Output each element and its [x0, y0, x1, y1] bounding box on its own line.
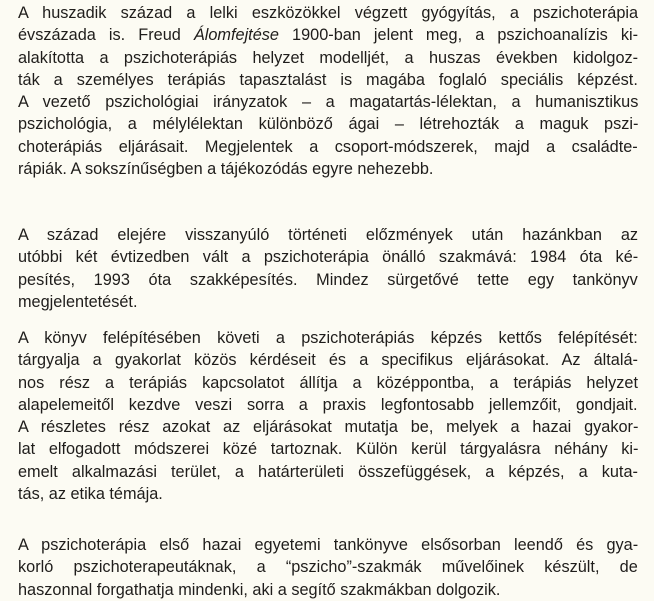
text-segment: A könyv felépítésében követi a pszichoterápiás képzés kettős felépítését:	[18, 329, 638, 347]
text-line	[18, 246, 638, 268]
text-segment: A vezető pszichológiai irányzatok – a magatartás-lélektan, a humanisztikus	[18, 93, 639, 112]
text-line	[18, 349, 638, 371]
paragraph	[18, 534, 638, 601]
text-line	[18, 372, 638, 394]
text-line	[18, 438, 638, 460]
text-segment: évszázada is. Freud	[18, 26, 194, 45]
text-segment: alakította a pszichoterápiás helyzet modelljét, a huszas években kidolgoz-	[18, 48, 639, 67]
italic-title-text: Álomfejtése	[193, 26, 279, 45]
text-line	[18, 291, 638, 313]
text-segment: choterápiás eljárásait. Megjelentek a csoport-módszerek, majd a családte-	[18, 137, 638, 156]
text-segment: megjelentetését.	[18, 292, 138, 311]
text-segment: rápiák. A sokszínűségben a tájékozódás egyre nehezebb.	[18, 160, 434, 179]
text-segment: A huszadik század a lelki eszközökkel végzett gyógyítás, a pszichoterápia	[18, 4, 639, 22]
text-line	[18, 556, 638, 578]
text-segment: A részletes rész azokat az eljárásokat mutatja be, melyek a hazai gyakor-	[18, 418, 639, 437]
text-line	[18, 394, 638, 416]
text-segment: A pszichoterápia első hazai egyetemi tankönyve elsősorban leendő és gya-	[18, 536, 639, 554]
text-line	[18, 327, 638, 349]
text-line	[18, 2, 638, 24]
text-segment: tárgyalja a gyakorlat közös kérdéseit és a specifikus eljárásokat. Az általá-	[18, 351, 638, 370]
paragraph	[18, 224, 638, 313]
text-line	[18, 534, 638, 556]
text-segment: emelt alkalmazási terület, a határterületi összefüggések, a képzés, a kuta-	[18, 462, 638, 481]
text-line	[18, 269, 638, 291]
text-segment: tás, az etika témája.	[18, 485, 163, 504]
text-line	[18, 158, 638, 180]
text-line	[18, 91, 638, 113]
text-line	[18, 483, 638, 505]
text-segment: alapelemeitől kezdve veszi sorra a praxis legfontosabb jellemzőit, gondjait.	[18, 395, 638, 414]
text-line	[18, 579, 638, 601]
text-line	[18, 69, 638, 91]
paragraph	[18, 2, 638, 180]
text-line	[18, 461, 638, 483]
text-segment: korló pszichoterapeutáknak, a “pszicho”-szakmák művelőinek készült, de	[18, 558, 638, 577]
text-line	[18, 113, 638, 135]
text-segment: utóbbi két évtizedben vált a pszichoterápia önálló szakmává: 1984 óta ké-	[18, 248, 639, 267]
text-segment: pesítés, 1993 óta szakképesítés. Mindez sürgetővé tette egy tankönyv	[18, 270, 638, 289]
text-segment: ták a személyes terápiás tapasztalást is magába foglaló speciális képzést.	[18, 70, 638, 89]
text-segment: haszonnal forgathatja mindenki, aki a segítő szakmákban dolgozik.	[18, 580, 501, 599]
text-line	[18, 47, 638, 69]
text-line	[18, 224, 638, 246]
text-segment: nos rész a terápiás kapcsolatot állítja a középpontba, a terápiás helyzet	[18, 373, 638, 392]
text-segment: 1900-ban jelent meg, a pszichoanalízis ki-	[278, 26, 639, 45]
text-segment: pszichológia, a mélylélektan különböző ágai – létrehozták a maguk pszi-	[18, 115, 639, 134]
text-segment: lat elfogadott módszerei közé tartoznak. Külön kerül tárgyalásra néhány ki-	[18, 440, 639, 459]
text-line	[18, 136, 638, 158]
text-line	[18, 416, 638, 438]
paragraph	[18, 327, 638, 505]
text-segment: A század elejére visszanyúló történeti előzmények után hazánkban az	[18, 226, 639, 244]
text-line	[18, 24, 638, 46]
